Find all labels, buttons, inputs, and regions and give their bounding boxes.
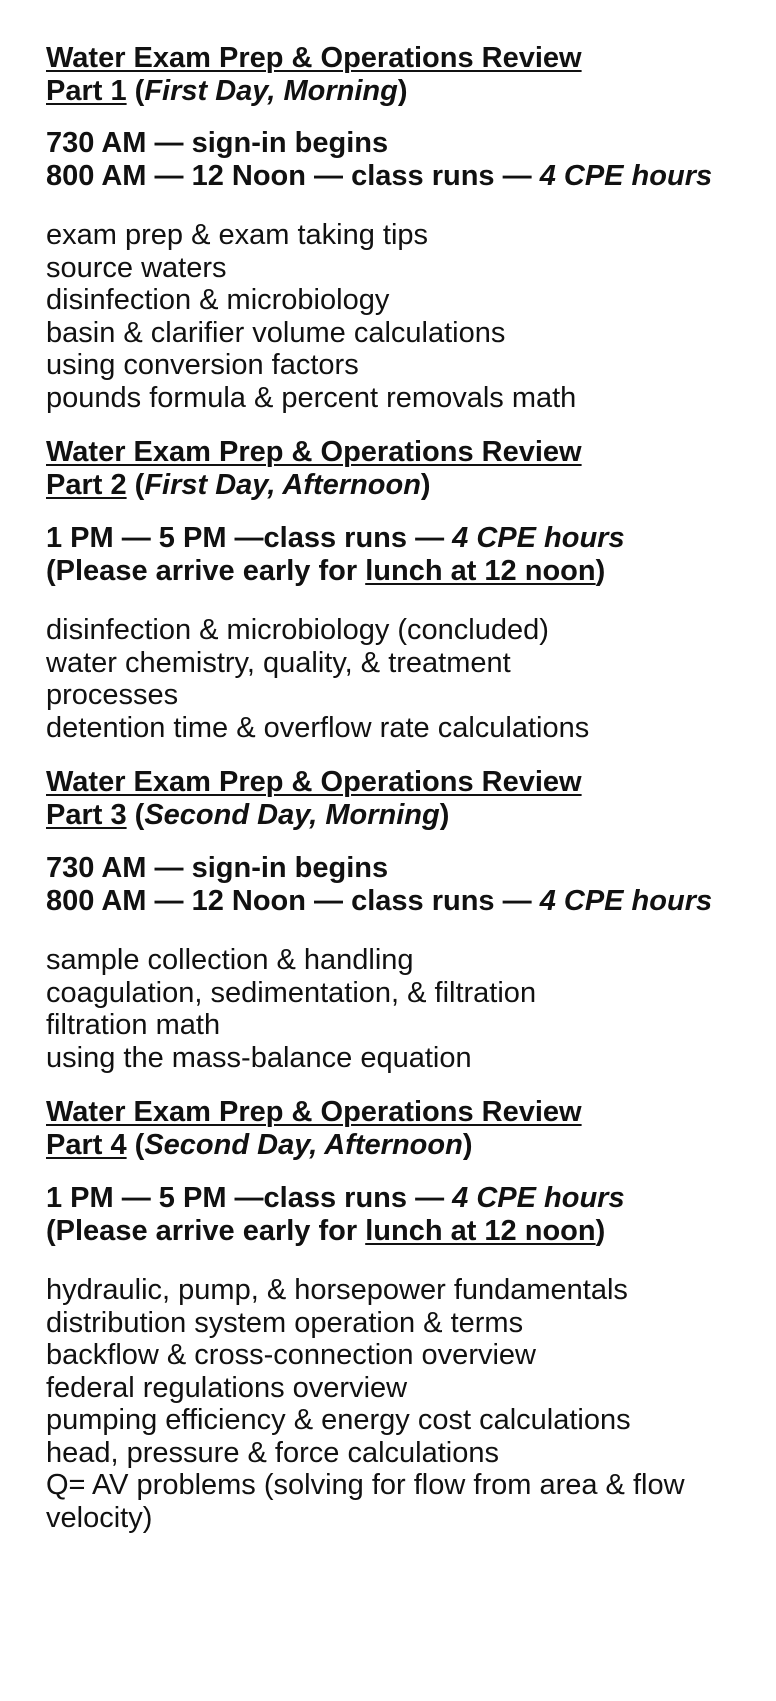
section-title xyxy=(46,42,756,108)
class-line-text: 1 PM — 5 PM —class runs — xyxy=(46,1182,453,1214)
class-line-text: 800 AM — 12 Noon — class runs — xyxy=(46,885,540,917)
topic-item: disinfection & microbiology xyxy=(46,284,390,316)
topic-item: detention time & overflow rate calculations xyxy=(46,711,590,744)
topic-item: pumping efficiency & energy cost calculations xyxy=(46,1404,631,1436)
lunch-post: ) xyxy=(595,1215,606,1247)
part-2-section xyxy=(46,436,756,744)
topic-item: pounds formula & percent removals math xyxy=(46,381,577,414)
section-title-line: Water Exam Prep & Operations Review xyxy=(46,436,582,468)
paren-close: ) xyxy=(397,75,408,107)
part-label: Part 1 xyxy=(46,75,127,107)
lunch-time: lunch at 12 noon xyxy=(365,555,596,587)
section-title-line: Water Exam Prep & Operations Review xyxy=(46,42,582,74)
topic-list xyxy=(46,1274,756,1534)
topic-item: source waters xyxy=(46,251,227,284)
class-line-text: 800 AM — 12 Noon — class runs — xyxy=(46,160,540,192)
class-line xyxy=(46,160,756,193)
topic-item: sample collection & handling xyxy=(46,944,414,976)
signin-line: 730 AM — sign-in begins xyxy=(46,852,389,884)
lunch-line xyxy=(46,1215,756,1248)
topic-item: Q= AV problems (solving for flow from area & flow velocity) xyxy=(46,1469,685,1534)
part-label: Part 4 xyxy=(46,1129,127,1161)
topic-item: disinfection & microbiology (concluded) xyxy=(46,614,549,646)
lunch-line xyxy=(46,555,756,588)
paren-open: ( xyxy=(126,75,145,107)
topic-list xyxy=(46,944,756,1074)
topic-item: exam prep & exam taking tips xyxy=(46,219,429,251)
topic-item: water chemistry, quality, & treatment processes xyxy=(46,646,511,711)
cpe-hours: 4 CPE hours xyxy=(539,160,713,192)
topic-item: filtration math xyxy=(46,1009,221,1041)
part-1-section xyxy=(46,42,756,414)
section-title xyxy=(46,436,756,502)
paren-open: ( xyxy=(126,469,145,501)
class-line xyxy=(46,522,756,555)
topic-item: distribution system operation & terms xyxy=(46,1306,524,1339)
lunch-pre: (Please arrive early for xyxy=(46,1215,366,1247)
topic-item: using conversion factors xyxy=(46,349,359,381)
time-block xyxy=(46,127,756,193)
part-4-section xyxy=(46,1096,756,1534)
lunch-pre: (Please arrive early for xyxy=(46,555,366,587)
cpe-hours: 4 CPE hours xyxy=(452,522,625,554)
part-label: Part 3 xyxy=(46,799,127,831)
topic-list xyxy=(46,614,756,744)
paren-close: ) xyxy=(439,799,450,831)
section-title xyxy=(46,1096,756,1162)
class-line xyxy=(46,1182,756,1215)
time-block xyxy=(46,522,756,588)
time-block xyxy=(46,852,756,918)
part-when: First Day, Afternoon xyxy=(144,469,421,501)
topic-item: head, pressure & force calculations xyxy=(46,1436,499,1469)
cpe-hours: 4 CPE hours xyxy=(452,1182,625,1214)
topic-item: basin & clarifier volume calculations xyxy=(46,316,506,349)
topic-list xyxy=(46,219,756,414)
schedule-document xyxy=(46,42,756,1534)
paren-open: ( xyxy=(126,799,145,831)
part-when: Second Day, Morning xyxy=(144,799,440,831)
topic-item: using the mass-balance equation xyxy=(46,1041,472,1074)
topic-item: hydraulic, pump, & horsepower fundamentals xyxy=(46,1274,628,1306)
paren-open: ( xyxy=(126,1129,145,1161)
paren-close: ) xyxy=(462,1129,473,1161)
time-block xyxy=(46,1182,756,1248)
topic-item: federal regulations overview xyxy=(46,1371,408,1404)
class-line-text: 1 PM — 5 PM —class runs — xyxy=(46,522,453,554)
paren-close: ) xyxy=(420,469,431,501)
part-3-section xyxy=(46,766,756,1074)
topic-item: coagulation, sedimentation, & filtration xyxy=(46,976,537,1009)
part-when: First Day, Morning xyxy=(144,75,398,107)
lunch-post: ) xyxy=(595,555,606,587)
part-label: Part 2 xyxy=(46,469,127,501)
cpe-hours: 4 CPE hours xyxy=(539,885,713,917)
section-title-line: Water Exam Prep & Operations Review xyxy=(46,766,582,798)
section-title-line: Water Exam Prep & Operations Review xyxy=(46,1096,582,1128)
signin-line: 730 AM — sign-in begins xyxy=(46,127,389,159)
class-line xyxy=(46,885,756,918)
part-when: Second Day, Afternoon xyxy=(144,1129,463,1161)
section-title xyxy=(46,766,756,832)
lunch-time: lunch at 12 noon xyxy=(365,1215,596,1247)
topic-item: backflow & cross-connection overview xyxy=(46,1339,536,1371)
